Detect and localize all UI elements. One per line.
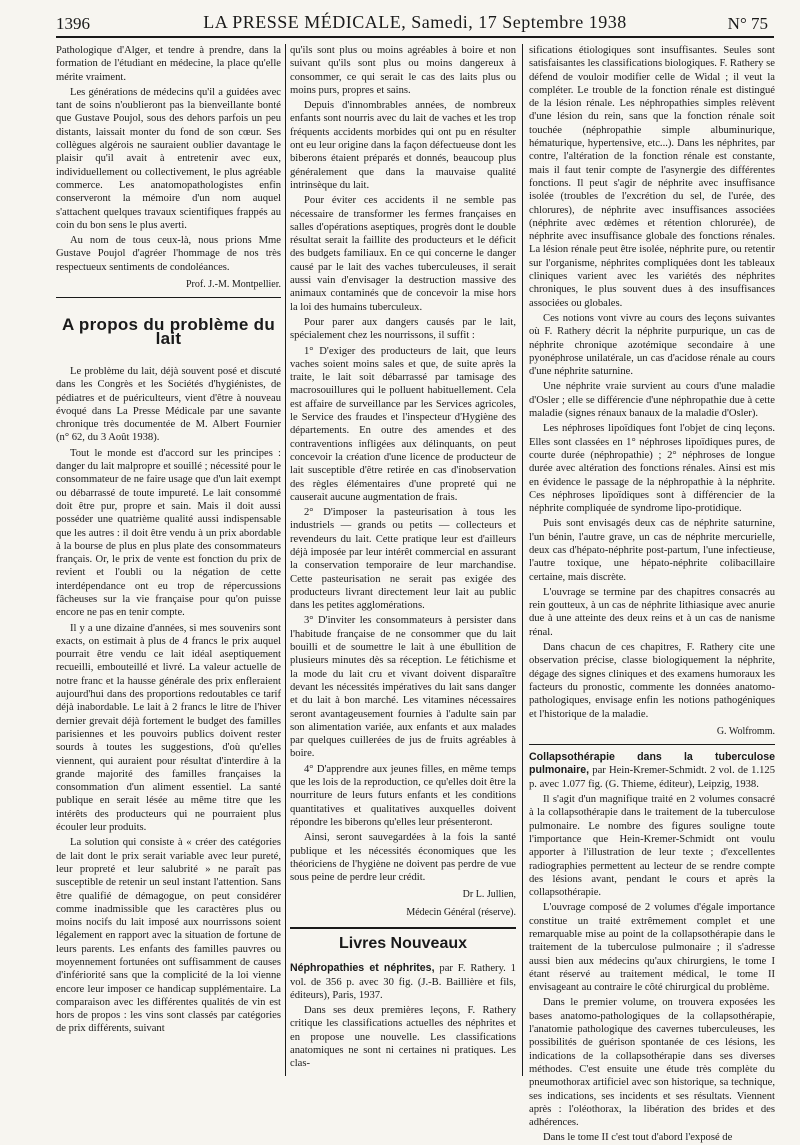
paragraph: Depuis d'innombrables années, de nombreux enfants sont nourris avec du lait de vaches et les trop fréquents accidents morbides qui ont pu en résulter ont eu leur origine dans la façon défectueuse dont les biberons étaient préparés et donnés, beaucoup plus généralement que dans la mauvaise qualité intrinsèque du lait. (290, 100, 516, 191)
column-1 (56, 44, 281, 1076)
issue-number: N° 75 (727, 14, 768, 33)
paragraph: Dans chacun de ces chapitres, F. Rathery cite une observation précise, classe biologiquement la néphrite, dégage des signes cliniques et des examens humoraux les facteurs du pronostic, commente les données anatomo-pathologiques, envisage enfin les notions pathogéniques et l'historique de la maladie. (529, 642, 775, 720)
paragraph: Au nom de tous ceux-là, nous prions Mme Gustave Poujol d'agréer l'hommage de nos très respectueux sentiments de condoléances. (56, 235, 281, 273)
paragraph: Le problème du lait, déjà souvent posé et discuté dans les Congrès et les Sociétés d'hygiénistes, de pédiatres et de puériculteurs, vient d'être à nouveau évoqué dans La Presse Médicale par une savante chronique très documentée de M. Albert Fournier (n° 62, du 3 Août 1938). (56, 365, 281, 444)
paragraph: Ainsi, seront sauvegardées à la fois la santé publique et les nécessités économiques que les théoriciens de l'hygiène ne doivent pas perdre de vue sous peine de perdre leur crédit. (290, 832, 516, 884)
signature-title: Médecin Général (réserve). (406, 906, 516, 918)
book-title: Néphropathies et néphrites, (290, 962, 435, 975)
book-title: Collapsothérapie dans la tuberculose pulmonaire, (529, 751, 775, 777)
divider (529, 744, 775, 745)
paragraph: Pour éviter ces accidents il ne semble pas nécessaire de transformer les fermes françaises en salles d'opérations aseptiques, progrès dont le double résultat serait la faillite des producteurs et le déficit des budgets familiaux. En ce qui concerne le danger causé par le lait des vaches tuberculeuses, il serait aussi vain d'envisager la destruction massive des animaux contaminés que de concevoir la mise hors la loi des humains tuberculeux. (290, 195, 516, 313)
paragraph: qu'ils sont plus ou moins agréables à boire et non suivant qu'ils sont plus ou moins dangereux à consommer, ce qui serait le cas des laits plus ou moins purs, propres et sains. (290, 45, 516, 96)
paragraph: Il s'agit d'un magnifique traité en 2 volumes consacré à la collapsothérapie dans le traitement de la tuberculose pulmonaire. Le nombre des figures souligne toute l'importance que Hein-Kremer-Schmidt ont voulu apporter à l'illustration de leur texte ; d'excellentes radiographies permettent au lecteur de se rendre compte des lésions avant, pendant le cours et après la collapsothérapie. (529, 794, 775, 899)
signature: G. Wolfromm. (716, 725, 775, 737)
paragraph: sifications étiologiques sont insuffisantes. Seules sont satisfaisantes les classifications biologiques. F. Rathery se défend de vouloir modifier celle de Widal ; il veut la compléter. Le trouble de la fonction rénale est distingué de la lésion rénale. Les néphropathies simples relèvent d'une lésion du rein, sans que la fonction rénale soit touchée (néphropathie simple albuminurique, hématurique, hypertensive, etc...). Dans les néphrites, par contre, l'altération de la fonction rénale est constante, mais il faut tenir compte de l'asynergie des différentes fonctions. Il peut s'agir de néphrite avec insuffisance isolée (troubles de l'excrétion du sel, de l'urée, des chlorures), de néphrite avec insuffisances associées (néphrite avec œdèmes et rétention chlorurée), de néphrite avec insuffisance globale des fonctions rénales. La lésion rénale peut être isolée, néphrite pure, ou retentir sur l'organisme, néphrites compliquées dont les tableaux cliniques varient avec les variétés des néphrites chroniques, le plus souvent dues à des insuffisances associées ou globales. (529, 45, 775, 309)
divider (56, 297, 281, 298)
paragraph: 1° D'exiger des producteurs de lait, que leurs vaches soient moins sales et que, de suite après la traite, le lait soit débarrassé par tamisage des macrosouillures qui le polluent habituellement. Cela est affaire de surveillance par les Services agricoles, le Service des fraudes et l'inspecteur d'Hygiène des départements. En outre des amendes et des contraventions infligées aux délinquants, on peut concevoir la création d'une licence de producteur de lait susceptible d'être retirée en cas d'inobservation des règles élémentaires d'une propreté qui ne causerait aucune augmentation de frais. (290, 345, 516, 503)
signature: Prof. J.-M. Montpellier. (186, 279, 281, 291)
paragraph: Les générations de médecins qu'il a guidées avec tant de soins n'oublieront pas la bienveillante bonté que Gustave Poujol, sous des dehors parfois un peu distants, laissait monter du fond de son cœur. Ses collègues algérois ne sauraient oublier davantage le plaisir qu'il avait à entretenir avec eux, individuellement ou collectivement, le plus agréable commerce. Les anatomopathologistes enfin conserveront la mémoire d'un nom auquel s'attachent quelques travaux scientifiques frappés au coin du bon sens le plus averti. (56, 86, 281, 231)
book-entry (290, 962, 516, 1002)
paragraph: La solution qui consiste à « créer des catégories de lait dont le prix serait variable avec leur pureté, leur propreté et leur salubrité » ne paraît pas susceptible de retenir un seul instant l'attention. Sans être qualifié de démagogue, on peut considérer comme inadmissible que les caractères plus ou moins nocifs du lait imposé aux nourrissons soient légalement en rapport avec la situation de fortune de leurs parents. Les enfants des familles pauvres ou moyennement fortunées ont suffisamment de causes d'infériorité sans que la complicité de la loi vienne encore leur imposer ce handicap supplémentaire. La comparaison avec les différentes qualités de vin est hors de propos : les vins sont classés par catégories de prix différents, suivant (56, 837, 281, 1035)
paragraph: 2° D'imposer la pasteurisation à tous les industriels — grands ou petits — collecteurs et revendeurs du lait. Cette pratique leur est d'ailleurs déjà imposée par leur intérêt commercial en assurant la conservation temporaire de leur marchandise. Cette pasteurisation ne serait pas exigée des producteurs livrant directement leur lait au public dans les petites agglomérations. (290, 507, 516, 612)
journal-title: LA PRESSE MÉDICALE, Samedi, 17 Septembre 1938 (203, 12, 627, 32)
page-header (56, 8, 774, 38)
paragraph: Ces notions vont vivre au cours des leçons suivantes où F. Rathery décrit la néphrite purpurique, un cas de néphrite chronique azotémique secondaire à une pyonéphrose unilatérale, un cas d'acidose rénale au cours d'une néphrite saturnine. (529, 312, 775, 378)
signature-name: Dr L. Jullien, (462, 889, 516, 901)
column-divider (285, 44, 286, 1076)
paragraph: Dans le tome II c'est tout d'abord l'exposé de (543, 1132, 733, 1144)
book-reference: par F. Rathery. 1 vol. de 356 p. avec 30 fig. (J.-B. Baillière et fils, éditeurs), Paris, 1937. (290, 963, 516, 1001)
column-2 (290, 44, 516, 1076)
column-3 (529, 44, 775, 1144)
paragraph: Il y a une dizaine d'années, si mes souvenirs sont exacts, on estimait à plus de 4 francs le prix auquel pourrait être vendu ce lait idéal aseptiquement recueilli, embouteillé et livré. La valeur actuelle de notre franc et la hausse générale des prix enfleraient aujourd'hui dans des proportions redoutables ce tarif déjà inabordable. Le lait à 2 francs le litre de l'hiver dernier grevait déjà fortement le budget des familles parisiennes et les pouvoirs publics doivent rester sourds à toutes les suggestions, d'où qu'elles viennent, qui auraient pour résultat d'interdire à la grande majorité des familles françaises la consommation d'un aliment essentiel. La santé publique en serait lésée au même titre que les intérêts des producteurs qui ne pourraient plus écouler leur produits. (56, 622, 281, 834)
paragraph: L'ouvrage composé de 2 volumes d'égale importance constitue un traité extrêmement complet et une remarquable mise au point de la collapsothérapie dans le traitement de la tuberculose pulmonaire ; il s'adresse aussi bien aux médecins qu'aux chirurgiens, le tome I étant réservé au traitement médical, le tome II envisageant au contraire le côté chirurgical du problème. (529, 902, 775, 994)
paragraph: Une néphrite vraie survient au cours d'une maladie d'Osler ; elle se différencie d'une néphropathie due à cette maladie (signes rénaux banaux de la maladie d'Osler). (529, 381, 775, 420)
paragraph: L'ouvrage se termine par des chapitres consacrés au rein goutteux, à un cas de néphrite lithiasique avec anurie due à une atteinte des deux reins et à un cas de nanisme rénal. (529, 586, 775, 638)
paragraph: Les néphroses lipoïdiques font l'objet de cinq leçons. Elles sont classées en 1° néphroses lipoïdiques pures, de courte durée (néphropathie) ; 2° néphroses de longue durée avec altération des fonctions rénales. Ainsi est mis en évidence le passage de la néphropathie à la néphrite. Ces néphroses lipoïdiques sont à différencier de la néphrite compliquée de syndrome lipo-protidique. (529, 423, 775, 515)
paragraph: Puis sont envisagés deux cas de néphrite saturnine, l'un bénin, l'autre grave, un cas de néphrite mercurielle, deux cas d'hépato-néphrite post-partum, l'une infectieuse, l'autre toxique, une hépato-néphrite colibacillaire certaine, mais discrète. (529, 518, 775, 583)
divider (290, 927, 516, 929)
paragraph: Pathologique d'Alger, et tendre à prendre, dans la formation de l'étudiant en médecine, la place qu'elle mérite vraiment. (56, 45, 281, 83)
book-reference: par Hein-Kremer-Schmidt. 2 vol. de 1.125 p. avec 1.077 fig. (G. Thieme, éditeur), Leipzig, 1938. (529, 765, 775, 790)
paragraph: Pour parer aux dangers causés par le lait, spécialement chez les nourrissons, il suffit : (290, 316, 516, 342)
section-title-livres: Livres Nouveaux (338, 935, 468, 952)
column-divider (522, 44, 523, 1076)
paragraph: Dans ses deux premières leçons, F. Rathery critique les classifications actuelles des néphrites et en propose une nouvelle. Les classifications anatomiques ne sont ni certaines ni pratiques. Les clas- (290, 1005, 516, 1070)
page-number: 1396 (56, 14, 90, 33)
section-title-lait: A propos du problème du lait (61, 315, 276, 348)
paragraph: Tout le monde est d'accord sur les principes : danger du lait malpropre et souillé ; nécessité pour le consommateur de ne faire usage que d'un lait exempt ou débarrassé de toute impureté. Le lait consommé doit être pur, propre et sain. Mais il doit aussi posséder une quatrième qualité aussi indispensable que les autres : il doit être vendu à un prix abordable à la bourse de plus en plus plate des consommateurs français. Or, le prix de vente est fonction du prix de revient et l'oubli ou la négation de cette interdépendance ont eu trop de répercussions fâcheuses sur la vie française pour qu'on puisse encore ne pas en tenir compte. (56, 447, 281, 619)
paragraph: 4° D'apprendre aux jeunes filles, en même temps que les lois de la reproduction, ce qu'elles doit être la nourriture de leurs futurs enfants et les conditions quantitatives et qualitatives auxquelles doivent répondre les biberons qu'elles leur présenteront. (290, 763, 516, 828)
paragraph: Dans le premier volume, on trouvera exposées les bases anatomo-pathologiques de la collapsothérapie, l'anatomie pathologique des cavernes tuberculeuses, les possibilités de guérison spontanée de ces lésions, les indications de la collapsothérapie dans ses diverses méthodes. C'est ensuite une étude très complète du pneumothorax artificiel avec son historique, sa technique, ses indications, ses incidents et ses résultats. Viennent après : l'oléothorax, la libération des brides et des adhérences. (529, 997, 775, 1129)
book-entry (529, 751, 775, 791)
paragraph: 3° D'inviter les consommateurs à persister dans l'habitude française de ne consommer que du lait bouilli et de soumettre le lait à une ébullition de plusieurs minutes dès sa réception. Le fétichisme et la mode du lait cru et vivant doivent disparaître devant les nécessités impératives du lait sans danger et du lait à bon marché. Les vitamines nécessaires seront avantageusement fournies à l'adulte sain par son alimentation variée, aux enfants et aux malades par quelques cuillerées de jus de fruits agréables à boire. (290, 615, 516, 760)
